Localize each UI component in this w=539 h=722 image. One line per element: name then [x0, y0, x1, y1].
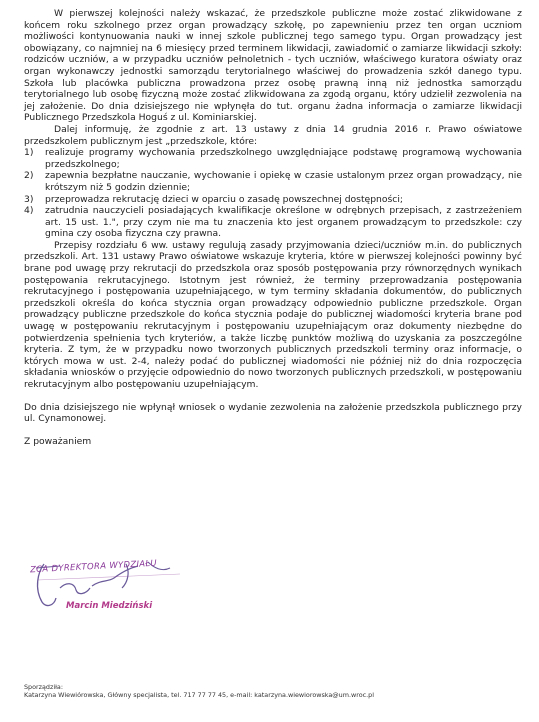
- stamp-title: ZCA DYREKTORA WYDZIAŁU: [29, 558, 158, 576]
- list-item: 3) przeprowadza rekrutację dzieci w oparciu o zasadę powszechnej dostępności;: [24, 193, 403, 205]
- paragraph-liquidation: W pierwszej kolejności należy wskazać, że przedszkole publiczne może zostać zlikwidowane z końcem roku szkolnego przez organ prowadzący szkołę, po zapewnieniu przez ten organ uczniom możliwości kontynuowania nauki w innej szkole publicznej tego samego typu. Organ prowadzący jest obowiązany, co najmniej na 6 miesięcy przed terminem likwidacji, zawiadomić o zamiarze likwidacji szkoły: rodziców uczniów, a w przypadku uczniów pełnoletnich - tych uczniów, właściwego kuratora oświaty oraz organ wykonawczy jednostki samorządu terytorialnego właściwej do prowadzenia szkół danego typu. Szkoła lub placówka publiczna prowadzona przez osobę prawną inną niż jednostka samorządu terytorialnego lub osobę fizyczną może zostać zlikwidowana za zgodą organu, który udzielił zezwolenia na jej założenie. Do dnia dzisiejszego nie wpłynęła do tut. organu żadna informacja o zamiarze likwidacji Publicznego Przedszkola Hoguś z ul. Kominiarskiej.: [24, 8, 522, 124]
- list-item: 4) zatrudnia nauczycieli posiadających kwalifikacje określone w odrębnych przepisach, z zastrzeżeniem art. 15 ust. 1.", przy czym nie ma tu znaczenia kto jest organem prowadzącym to przedszkole: czy gmina czy osoba fizyczna czy prawna.: [24, 205, 522, 240]
- paragraph-no-application: Do dnia dzisiejszego nie wpłynął wniosek o wydanie zezwolenia na założenie przedszkola publicznego przy ul. Cynamonowej.: [24, 401, 522, 425]
- footer-label: Sporządziła:: [24, 683, 63, 691]
- list-item: 2) zapewnia bezpłatne nauczanie, wychowanie i opiekę w czasie ustalonym przez organ prowadzący, nie krótszym niż 5 godzin dziennie;: [24, 170, 522, 193]
- letter-body: [24, 8, 522, 447]
- paragraph-definition: Dalej informuję, że zgodnie z art. 13 ustawy z dnia 14 grudnia 2016 r. Prawo oświatowe przedszkolem publicznym jest „przedszkole, które:: [24, 123, 522, 147]
- closing-greeting: Z poważaniem: [24, 435, 92, 447]
- footer: [24, 683, 524, 699]
- paragraph-recruitment: Przepisy rozdziału 6 ww. ustawy regulują zasady przyjmowania dzieci/uczniów m.in. do publicznych przedszkoli. Art. 131 ustawy Prawo oświatowe wskazuje kryteria, które w pierwszej kolejności powinny być brane pod uwagę przy rekrutacji do przedszkola oraz sposób postępowania przy równorzędnych wynikach postępowania rekrutacyjnego. Istotnym jest również, że terminy przeprowadzania postępowania rekrutacyjnego i postępowania uzupełniającego, w tym terminy składania dokumentów, do publicznych przedszkoli określa do końca stycznia organ prowadzący odpowiednio publiczne przedszkole. Organ prowadzący publiczne przedszkole do końca stycznia podaje do publicznej wiadomości kryteria brane pod uwagę w postępowaniu rekrutacyjnym i postępowaniu uzupełniającym oraz dokumenty niezbędne do potwierdzenia spełnienia tych kryteriów, a także liczbę punktów możliwą do uzyskania za poszczególne kryteria. Z tym, że w przypadku nowo tworzonych publicznych przedszkoli terminy oraz informacje, o których mowa w ust. 2-4, należy podać do publicznej wiadomości nie później niż do dnia rozpoczęcia składania wniosków o przyjęcie odpowiednio do nowo tworzonych publicznych przedszkoli, w postępowaniu rekrutacyjnym albo postępowaniu uzupełniającym.: [24, 239, 522, 390]
- stamp-name: Marcin Miedziński: [66, 601, 153, 611]
- definition-list: [24, 147, 522, 240]
- list-item: 1) realizuje programy wychowania przedszkolnego uwzględniające podstawę programową wychowania przedszkolnego;: [24, 147, 522, 170]
- footer-author: Katarzyna Wiewiórowska, Główny specjalista, tel. 717 77 77 45, e-mail: katarzyna.wiewiorowska@um.wroc.pl: [24, 691, 374, 700]
